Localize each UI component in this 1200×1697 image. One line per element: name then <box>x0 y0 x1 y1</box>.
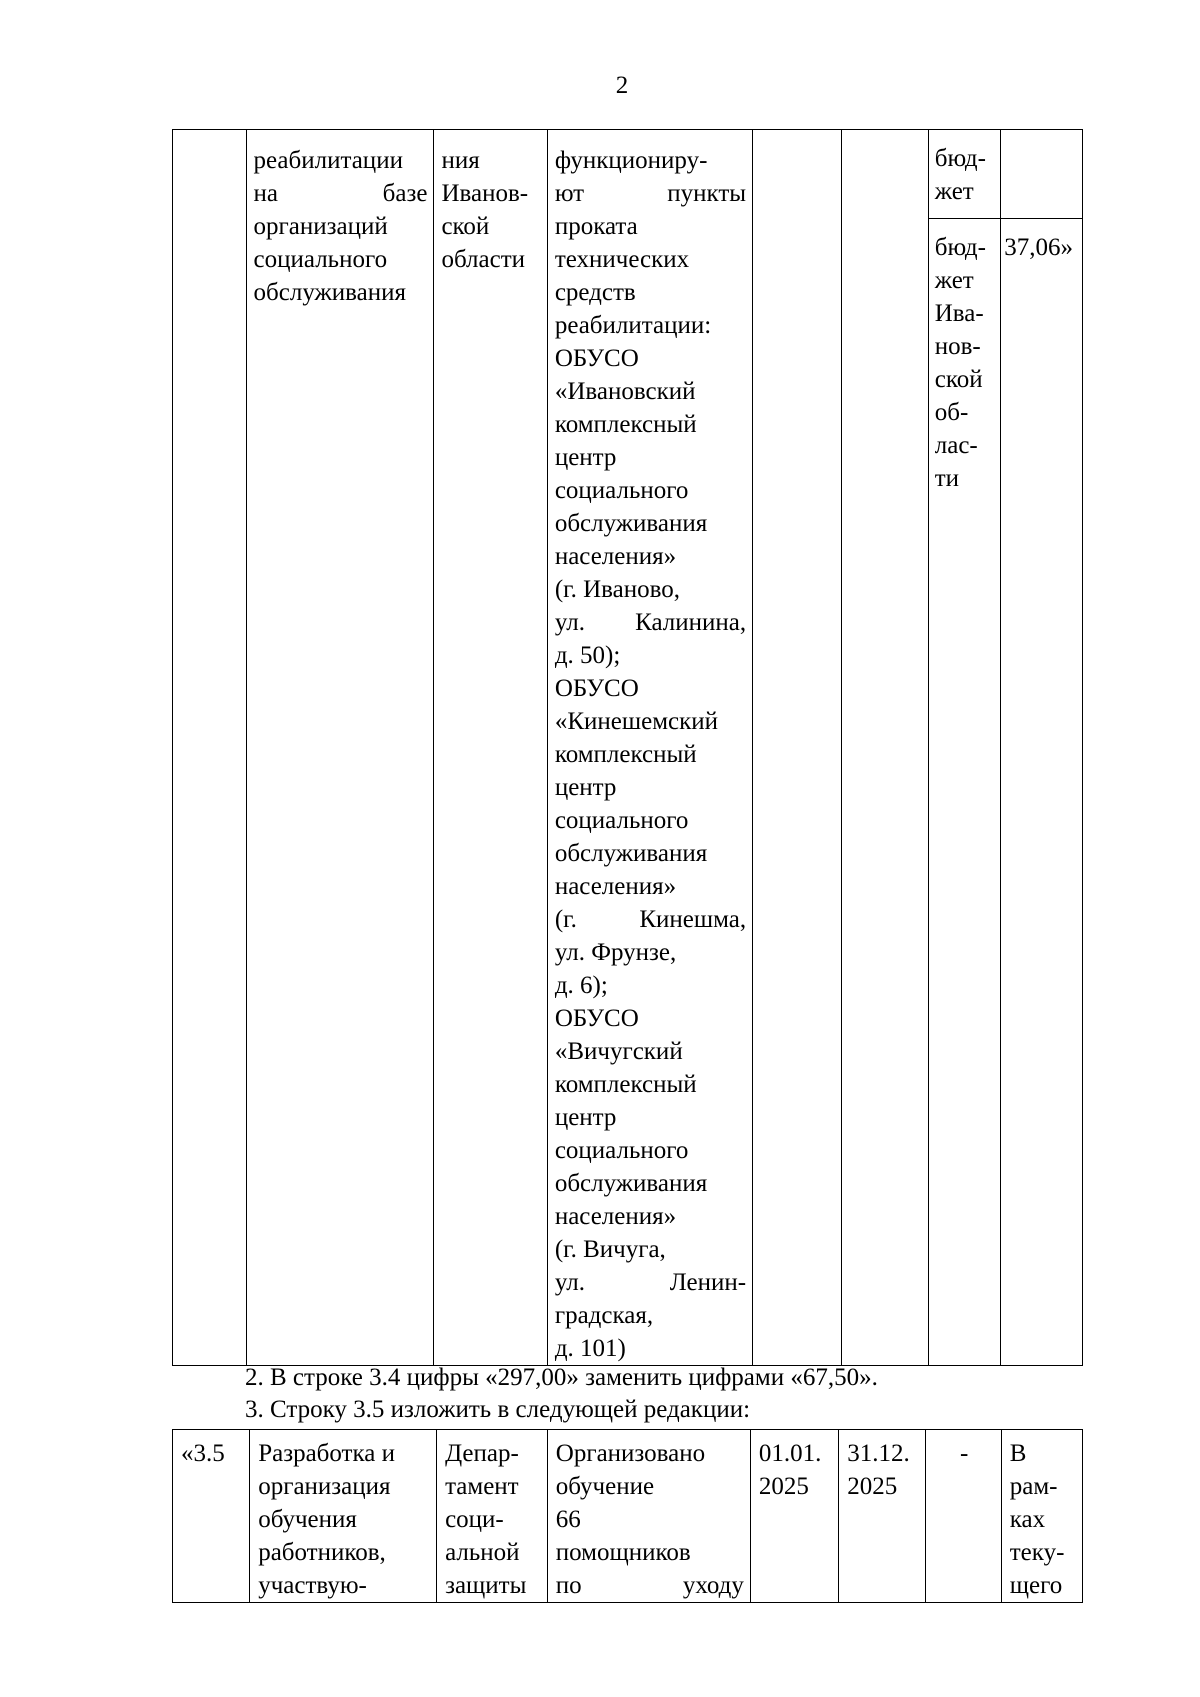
result-cell: функциониру- ют пункты проката технических средств реабилитации: ОБУСО «Ивановский комплексный центр социального обслуживания населения» (г. Иваново, ул. Калинина, д. 50); ОБУСО «Кинешемский комплексный центр социального обслуживания населения» (г. Кинешма, ул. Фрунзе, д. 6); ОБУСО «Вичугский комплексный центр социального обслуживания населения» (г. Вичуга, ул. Ленин- градская, д. 101) <box>547 130 752 1366</box>
new-row-table <box>172 1429 1083 1603</box>
row-number-cell <box>173 130 247 1366</box>
row-number-cell: «3.5 <box>173 1430 250 1603</box>
start-date-cell: 01.01. 2025 <box>750 1430 838 1603</box>
paragraph-2: 2. В строке 3.4 цифры «297,00» заменить цифрами «67,50». <box>245 1364 878 1391</box>
amount-cell: В рам- ках теку- щего <box>1001 1430 1082 1603</box>
executor-cell: Депар- тамент соци- альной защиты <box>437 1430 548 1603</box>
page-number: 2 <box>615 72 629 99</box>
budget-source-cell: бюд- жет <box>928 130 1001 219</box>
measure-name-cell: реабилитации на базе организаций социального обслуживания <box>246 130 434 1366</box>
start-date-cell <box>753 130 842 1366</box>
amount-cell-regional: 37,06» <box>1001 219 1083 1366</box>
continuation-table <box>172 129 1083 1366</box>
amount-cell <box>1001 130 1083 219</box>
end-date-cell <box>841 130 928 1366</box>
measure-name-cell: Разработка и организация обучения работников, участвую- <box>250 1430 437 1603</box>
paragraph-3: 3. Строку 3.5 изложить в следующей редакции: <box>245 1396 751 1423</box>
result-cell: Организовано обучение 66 помощников по уходу <box>547 1430 750 1603</box>
executor-cell: ния Иванов- ской области <box>434 130 547 1366</box>
end-date-cell: 31.12. 2025 <box>839 1430 925 1603</box>
budget-source-cell-regional: бюд- жет Ива- нов- ской об- лас- ти <box>928 219 1001 1366</box>
budget-source-cell: - <box>925 1430 1001 1603</box>
